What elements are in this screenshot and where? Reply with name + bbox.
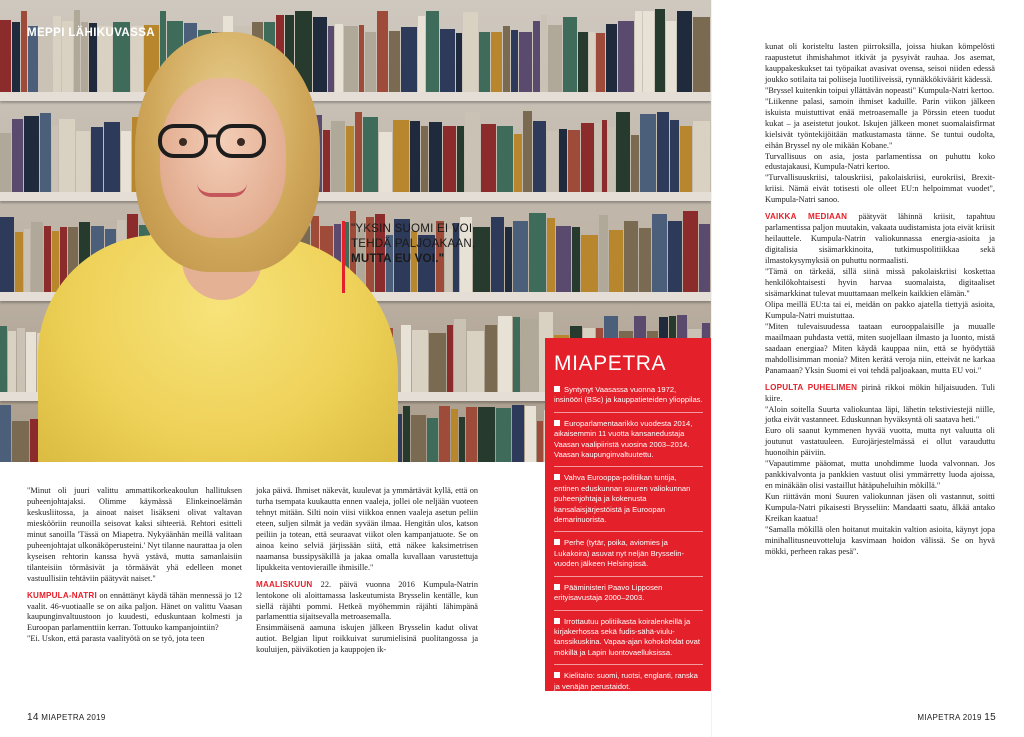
book-spine <box>365 32 376 92</box>
book-spine <box>533 21 540 92</box>
bullet-square-icon <box>554 386 560 392</box>
paragraph: VAIKKA MEDIAAN päätyvät lähinnä kriisit, tapahtuu parlamentissa paljon muutakin, vakaata uudistamista jota eivät kriisit heilauttele. Kumpula-Natrin valiokunnassa energia-asioita ja digitalisia sisämarkkinoita, tutkimuspolitiikkaa sekä ilmastokysymyksiä on puhuttu normaalisti. <box>765 212 996 266</box>
book-spine <box>624 221 638 292</box>
lead-in: LOPULTA PUHELIMEN <box>765 382 858 392</box>
lead-in: KUMPULA-NATRI <box>27 590 97 600</box>
book-spine <box>478 407 495 462</box>
book-spine <box>491 217 504 292</box>
book-spine <box>454 319 466 392</box>
book-spine <box>608 127 615 192</box>
book-spine <box>491 32 502 92</box>
bullet-square-icon <box>554 672 560 678</box>
info-item: Pääministeri Paavo Lipposen erityisavustaja 2000–2003. <box>554 583 703 611</box>
book-spine <box>463 12 478 92</box>
book-spine <box>401 325 411 392</box>
book-spine <box>346 126 355 192</box>
book-spine <box>457 126 464 192</box>
book-spine <box>497 126 513 192</box>
bullet-square-icon <box>554 618 560 624</box>
lead-in: VAIKKA MEDIAAN <box>765 212 848 222</box>
book-spine <box>12 119 24 192</box>
book-spine <box>496 408 511 462</box>
book-spine <box>578 32 588 92</box>
book-spine <box>451 409 458 462</box>
book-spine <box>104 122 121 192</box>
book-spine <box>465 112 480 192</box>
book-spine <box>359 25 365 92</box>
info-item: Syntynyt Vaasassa vuonna 1972, insinööri (BSc) ja kauppatieteiden ylioppilas. <box>554 385 703 413</box>
book-spine <box>429 333 446 392</box>
book-spine <box>344 26 358 92</box>
text-column-2 <box>256 486 478 656</box>
book-spine <box>467 331 484 393</box>
book-spine <box>39 32 52 92</box>
book-spine <box>24 116 39 192</box>
book-spine <box>559 129 568 192</box>
book-spine <box>313 17 327 92</box>
book-spine <box>411 415 426 462</box>
book-spine <box>683 211 698 292</box>
book-spine <box>440 29 455 92</box>
glasses-icon <box>152 120 272 160</box>
book-spine <box>616 112 630 192</box>
book-spine <box>439 406 450 462</box>
book-spine <box>505 227 512 292</box>
book-spine <box>335 24 343 92</box>
book-spine <box>547 218 555 292</box>
book-spine <box>412 330 428 392</box>
book-spine <box>379 132 392 192</box>
shelf-board <box>0 92 711 101</box>
book-spine <box>52 126 58 192</box>
book-spine <box>599 215 608 292</box>
book-spine <box>643 11 654 92</box>
book-spine <box>121 131 131 193</box>
book-spine <box>609 230 624 292</box>
book-spine <box>693 17 710 92</box>
book-spine <box>427 418 438 462</box>
info-item: Kielitaito: suomi, ruotsi, englanti, ranska ja venäjän perustaidot. <box>554 671 698 691</box>
paragraph: Kun riittävän moni Suuren valiokunnan jäsen oli vastannut, soitti Kumpula-Natri pikaisesti Brysseliin: Mandaatti saatu, älkää antako Kreikan kaatua! <box>765 492 995 524</box>
book-spine <box>595 123 601 192</box>
book-spine <box>363 117 378 192</box>
book-spine <box>328 26 334 92</box>
book-spine <box>0 405 11 462</box>
book-spine <box>503 26 511 92</box>
book-spine <box>513 317 520 392</box>
book-spine <box>670 120 679 192</box>
lead-in: MAALISKUUN <box>256 579 313 589</box>
page-number-right: MIAPETRA 2019 15 <box>917 712 996 723</box>
book-spine <box>456 33 462 92</box>
page-gutter <box>711 0 712 737</box>
shelf-board <box>0 192 711 201</box>
info-box <box>545 338 711 691</box>
text-column-3 <box>765 42 995 558</box>
paragraph: "Minut oli juuri valittu ammattikorkeakoulun hallituksen puheenjohtajaksi. Olimme käymässä Elinkeinoelämän keskusliitossa, ja ainoat naiset lisäkseni olivat valtavan mieskööriin reunoilla seisovat kaksi sihteeriä. Rehtori esitteli minut sanoilla 'Tässä on Miapetra. Nykyäänhän meillä valitaan puheenjohtajat ulkonäköperusteini.' Nyt tilanne naurattaa ja olen kyseisen rehtorin kanssa hyvä ystävä, mutta samanlaisiin tilanteisiin törmäsivät ja törmäävät yhä edelleen monet vastuullisiin tehtäviin päätyvät naiset." <box>27 486 242 583</box>
info-item: Europarlamentaarikko vuodesta 2014, aikaisemmin 11 vuotta kansanedustaja Vaasan vaalipiiristä vuosina 2003–2014. Vaasan kaupunginvaltuutettu. <box>554 419 703 468</box>
book-spine <box>618 21 634 92</box>
book-spine <box>331 121 345 192</box>
pull-quote-text: "YKSIN SUOMI EI VOI TEHDÄ PALJOAKAAN, <box>351 222 476 250</box>
book-spine <box>677 11 692 92</box>
book-spine <box>59 119 76 192</box>
section-tag: MEPPI LÄHIKUVASSA <box>27 27 155 39</box>
book-spine <box>52 231 59 292</box>
book-spine <box>44 226 51 292</box>
book-spine <box>511 30 518 92</box>
paragraph: "Miten tulevaisuudessa taataan eurooppalaisille ja muualle maailmaan puhdasta vettä, miten suojellaan ilmasto ja luonto, mistä saadaan energiaa? Miten käydä kauppaa niin, että se hyödyttää mahdollisimman monia? Miten kerätä veroja niin, etteivät ne karkaa Panamaan? Yksin Suomi ei voi tehdä paljoakaan, mutta EU voi." <box>765 321 995 375</box>
book-spine <box>0 326 7 392</box>
book-spine <box>666 21 676 92</box>
book-spine <box>680 126 693 192</box>
book-spine <box>466 407 477 462</box>
book-spine <box>537 421 543 462</box>
book-spine <box>525 406 536 462</box>
paragraph: "Vapautimme pääomat, mutta unohdimme luoda valvonnan. Jos pankkivalvonta ja pankkien vastuut olisi ymmärretty luoda ajoissa, en minäkään olisi vastaillut hätäpuheluihin mökillä." <box>765 459 995 491</box>
book-spine <box>533 121 546 192</box>
book-spine <box>418 16 425 92</box>
book-spine <box>606 24 617 92</box>
book-spine <box>31 222 43 292</box>
book-spine <box>652 214 667 292</box>
paragraph: joka päivä. Ihmiset näkevät, kuulevat ja ymmärtävät kyllä, että on turha tsempata kuukautta ennen vaaleja, jollei ole neljään vuoteen tehnyt mitään. Silti noin viisi viikkoa ennen vaaleja asetun peliin eteen, suljen silmät ja vedän syvään ilmaa. Hengitän ulos, katson peiliin ja totean, että seuraavat viikot olen kampanjatuote. Se on ainoa keino selviä järjissään siitä, että näkee kaksimetrisen naamansa bussipysäkillä ja jakaa omalla kuvallaan varustettuja lipukkeita ventovieraille ihmisille." <box>256 486 478 572</box>
book-spine <box>568 130 580 192</box>
book-spine <box>668 221 682 292</box>
book-spine <box>657 112 669 192</box>
book-spine <box>0 133 11 192</box>
book-spine <box>0 217 14 292</box>
book-spine <box>602 120 608 192</box>
book-spine <box>635 11 642 92</box>
book-spine <box>389 31 400 92</box>
book-spine <box>485 325 497 392</box>
book-spine <box>426 11 439 92</box>
smile <box>197 183 247 197</box>
book-spine <box>640 114 657 192</box>
book-spine <box>21 11 27 92</box>
paragraph: "Liikenne palasi, samoin ihmiset kaduille. Parin viikon jälkeen iskuista muistuttivat enää metroasemalle ja Pörssin eteen tuodut kukat – ja aseistetut joukot. Iskujen jälkeen monet suomalaisfirmat kielsivät työntekijöitään matkustamasta tänne. Se tuntui oudolta, eihän Bryssel ny ole mikään Kobane." <box>765 96 995 150</box>
book-spine <box>421 126 428 192</box>
book-spine <box>581 235 598 292</box>
paragraph: "Samalla mökillä olen hoitanut muitakin valtion asioita, käynyt jopa minihallitusneuvotteluja kasvimaan hoidon välissä. Se on hyvä mökki, perheen rakas pesä". <box>765 524 995 556</box>
book-spine <box>639 228 651 292</box>
book-spine <box>513 221 528 292</box>
book-spine <box>355 112 362 192</box>
book-spine <box>563 17 577 92</box>
page-number-left: 14 MIAPETRA 2019 <box>27 712 106 723</box>
book-spine <box>12 421 29 462</box>
paragraph: Turvallisuus on asia, josta parlamentissa on puhuttu koko edustajakausi, Kumpula-Natri kertoo. <box>765 151 995 172</box>
book-spine <box>519 32 532 92</box>
book-spine <box>459 417 465 462</box>
info-item: Perhe (tytär, poika, aviomies ja Lukakoira) asuvat nyt neljän Brysselin-vuoden jälkeen Helsingissä. <box>554 538 703 576</box>
paragraph: "Ei. Uskon, että parasta vaalityötä on se työ, jota teen <box>27 634 205 644</box>
book-spine <box>410 121 420 192</box>
book-spine <box>556 226 571 292</box>
bullet-square-icon <box>554 539 560 545</box>
book-spine <box>572 227 580 292</box>
book-spine <box>693 121 710 192</box>
book-spine <box>17 328 25 392</box>
book-spine <box>699 224 710 292</box>
bullet-square-icon <box>554 420 560 426</box>
book-spine <box>24 229 30 292</box>
paragraph: "Bryssel kuitenkin toipui yllättävän nopeasti" Kumpula-Natri kertoo. <box>765 85 995 95</box>
paragraph: "Turvallisuuskriisi, talouskriisi, pakolaiskriisi, eurokriisi, Brexit-kriisi. Nämä eivät totisesti ole olleet EU:n helpoimmat vuodet", Kumpula-Natri sanoo. <box>765 173 995 205</box>
book-spine <box>74 10 80 92</box>
book-spine <box>40 113 51 192</box>
pull-quote <box>342 221 482 293</box>
book-spine <box>401 27 417 92</box>
pull-quote-bold: MUTTA EU VOI." <box>351 252 445 265</box>
paragraph: Ensimmäisenä aamuna iskujen jälkeen Brysselin kadut olivat autiot. Belgian liput roikkuivat surumielisinä puolitangossa ja kouluijen, päiväkotien ja kauppojen ik- <box>256 623 478 655</box>
book-spine <box>0 20 11 92</box>
book-spine <box>581 123 594 192</box>
paragraph: Olipa meillä EU:ta tai ei, meidän on pakko ajatella tiettyjä asioita, Kumpula-Natri muistuttaa. <box>765 299 995 320</box>
info-item: Vahva Eurooppa-politiikan tuntija, entinen eduskunnan suuren valiokunnan puheenjohtaja ja kokenusta kansalaisjärjestöistä ja Euroopan demarinuorista. <box>554 473 703 532</box>
book-spine <box>26 332 36 392</box>
book-spine <box>393 120 410 192</box>
paragraph: "Tämä on tärkeää, sillä siinä missä pakolaiskriisi koskettaa henkilökohtaisesti hyvin harvaa suomalaista, digitaaliset sisämarkkinat tulevat muuttamaan melkein kaikkien elämän." <box>765 267 995 298</box>
info-box-title: MIAPETRA <box>554 352 667 375</box>
book-spine <box>403 406 410 462</box>
book-spine <box>377 11 388 92</box>
book-spine <box>631 135 639 192</box>
book-spine <box>596 33 605 92</box>
book-spine <box>547 131 558 192</box>
paragraph: Euro oli saanut kymmenen hyvää vuotta, mutta nyt valuutta oli joutunut vastatuuleen. Eurojärjestelmässä ei ollut varauduttu huonoihin päiviin. <box>765 426 995 458</box>
book-spine <box>15 232 23 292</box>
bullet-square-icon <box>554 584 560 590</box>
book-spine <box>479 32 490 92</box>
book-row <box>0 110 711 192</box>
paragraph: KUMPULA-NATRI on ennättänyt käydä tähän mennessä jo 12 vaalit. 46-vuotiaalle se on aika paljon. Hänet on valittu Vaasan kaupunginvaltuustoon jo kuudesti, eduskuntaan kolmesti ja Euroopan parlamenttiin kerran. Tottuuko kampanjointiin? <box>27 590 242 633</box>
book-spine <box>523 111 533 192</box>
book-spine <box>443 126 456 192</box>
book-spine <box>655 9 666 92</box>
paragraph: kunat oli koristeltu lasten piirroksilla, joissa hiukan kömpelösti raapustetut ihmishahmot itkivät ja pysyivät rauhaa. Jos asemat, kauppakeskukset tai työpaikat avasivat ovensa, seisoi niiden edessä joukko sotilaita tai poliiseja luotiliiveissä, rynnäkkökiväärit kädessä. <box>765 42 995 84</box>
info-item: Irrottautuu politiikasta koiralenkeillä ja kirjakerhossa sekä fudis-sähä-viulu-tanssikuskina. Vapaa-ajan kohokohdat ovat mökillä ja Lapin luontovaelluksissa. <box>554 617 703 666</box>
book-spine <box>447 325 453 392</box>
book-spine <box>76 131 90 193</box>
book-spine <box>512 405 524 462</box>
book-spine <box>429 122 443 192</box>
book-spine <box>481 124 497 192</box>
book-spine <box>8 331 16 392</box>
book-spine <box>514 134 522 192</box>
paragraph: LOPULTA PUHELIMEN pirinä rikkoi mökin hiljaisuuden. Tuli kiire. <box>765 382 995 403</box>
book-spine <box>541 15 547 92</box>
book-spine <box>91 127 103 192</box>
book-spine <box>529 213 546 292</box>
book-spine <box>323 130 330 192</box>
paragraph: MAALISKUUN 22. päivä vuonna 2016 Kumpula-Natrin lentokone oli aloittamassa laskeutumista Brysselin kentälle, kun siellä räjähti pommi. Hetkeä myöhemmin räjähti lähimpänä parlamenttia sijaitsevalla metroasemalla. <box>256 579 478 622</box>
paragraph: "Aloin soitella Suurta valiokuntaa läpi, lähetin tekstiviestejä niille, jotka eivät vastanneet. Eduskunnan hyväksyntä oli saatava heti." <box>765 404 995 425</box>
book-spine <box>589 32 595 92</box>
bullet-square-icon <box>554 474 560 480</box>
book-spine <box>521 319 538 392</box>
book-row <box>0 8 711 92</box>
book-spine <box>498 316 513 392</box>
text-column-1 <box>27 486 242 645</box>
book-spine <box>12 22 20 92</box>
book-spine <box>548 25 562 92</box>
